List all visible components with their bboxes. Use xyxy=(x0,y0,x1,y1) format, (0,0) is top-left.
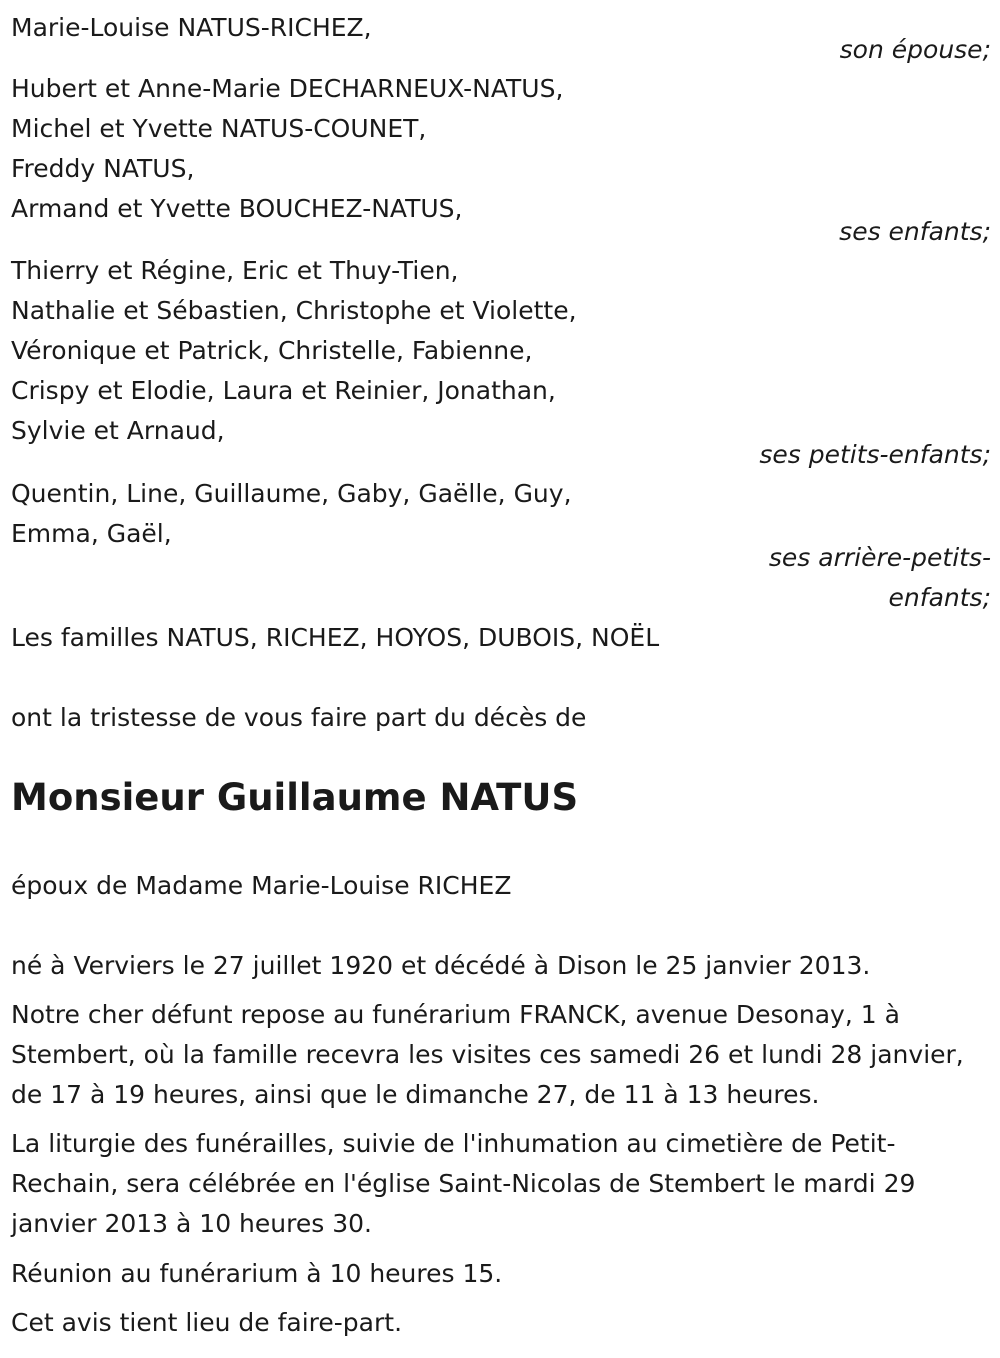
grandchildren-role: ses petits-enfants; xyxy=(759,440,991,469)
great-grandchildren-role: ses arrière-petits- enfants; xyxy=(768,543,991,612)
families-line: Les familles NATUS, RICHEZ, HOYOS, DUBOIS, NOËL xyxy=(11,623,660,652)
notice-paragraph: Cet avis tient lieu de faire-part. xyxy=(11,1308,403,1337)
spouse-role: son épouse; xyxy=(839,35,991,64)
deceased-name: Monsieur Guillaume NATUS xyxy=(11,776,579,819)
grandchild-line: Crispy et Elodie, Laura et Reinier, Jonathan, xyxy=(11,376,556,405)
children-block xyxy=(11,69,991,229)
announcement-line: ont la tristesse de vous faire part du décès de xyxy=(11,703,587,732)
grandchild-line: Véronique et Patrick, Christelle, Fabienne, xyxy=(11,336,533,365)
reunion-paragraph: Réunion au funérarium à 10 heures 15. xyxy=(11,1259,503,1288)
grandchildren-block xyxy=(11,251,991,451)
spouse-name: Marie-Louise NATUS-RICHEZ, xyxy=(11,13,372,42)
birth-death-paragraph: né à Verviers le 27 juillet 1920 et décédé à Dison le 25 janvier 2013. xyxy=(11,951,871,980)
great-grandchild-line: Emma, Gaël, xyxy=(11,519,172,548)
liturgy-paragraph: La liturgie des funérailles, suivie de l'inhumation au cimetière de Petit-Rechain, sera célébrée en l'église Saint-Nicolas de Stembert le mardi 29 janvier 2013 à 10 heures 30. xyxy=(11,1129,916,1238)
grandchild-line: Sylvie et Arnaud, xyxy=(11,416,225,445)
child-name: Armand et Yvette BOUCHEZ-NATUS, xyxy=(11,194,463,223)
grandchild-line: Nathalie et Sébastien, Christophe et Violette, xyxy=(11,296,577,325)
children-role: ses enfants; xyxy=(839,217,991,246)
child-name: Michel et Yvette NATUS-COUNET, xyxy=(11,114,427,143)
child-name: Hubert et Anne-Marie DECHARNEUX-NATUS, xyxy=(11,74,564,103)
spouse-of-line: époux de Madame Marie-Louise RICHEZ xyxy=(11,871,512,900)
grandchild-line: Thierry et Régine, Eric et Thuy-Tien, xyxy=(11,256,459,285)
child-name: Freddy NATUS, xyxy=(11,154,195,183)
great-grandchild-line: Quentin, Line, Guillaume, Gaby, Gaëlle, Guy, xyxy=(11,479,572,508)
repose-paragraph: Notre cher défunt repose au funérarium FRANCK, avenue Desonay, 1 à Stembert, où la famille recevra les visites ces samedi 26 et lundi 28 janvier, de 17 à 19 heures, ainsi que le dimanche 27, de 11 à 13 heures. xyxy=(11,1000,964,1109)
